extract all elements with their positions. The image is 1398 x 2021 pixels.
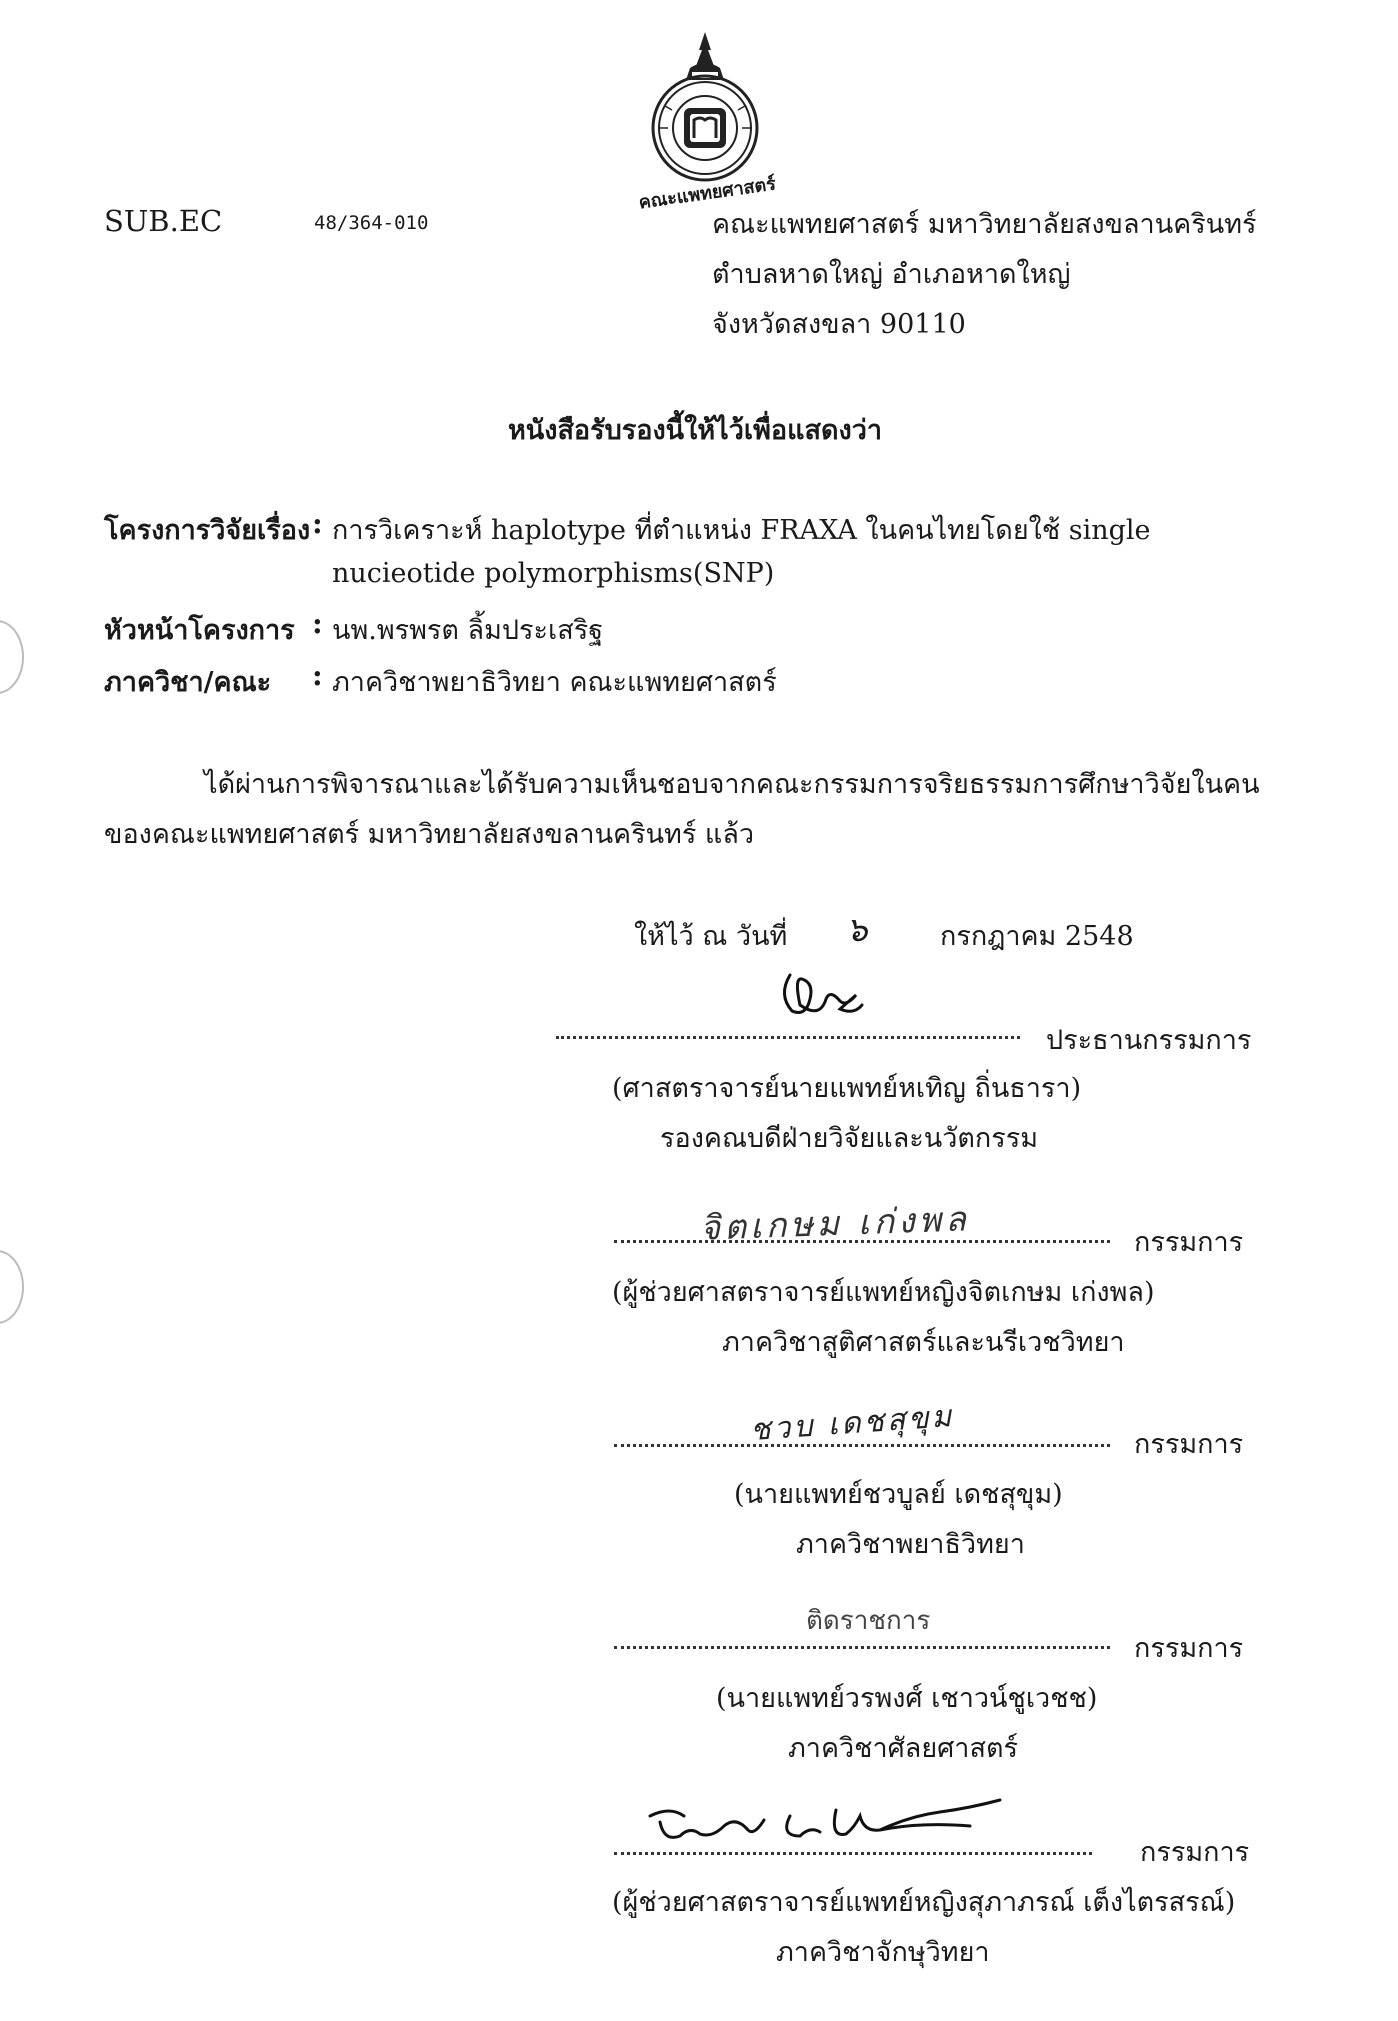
signatory-name: (ศาสตราจารย์นายแพทย์หเทิญ ถิ่นธารา) — [612, 1073, 1082, 1104]
signature-mark — [770, 955, 870, 1029]
signatory-role: กรรมการ — [1134, 1227, 1244, 1258]
project-head-value: นพ.พรพรต ลิ้มประเสริฐ — [332, 615, 604, 646]
signature-mark — [640, 1786, 1060, 1860]
signatory-position: ภาควิชาพยาธิวิทยา — [796, 1529, 1025, 1560]
approval-statement-line2: ของคณะแพทยศาสตร์ มหาวิทยาลัยสงขลานครินทร์ แล้ว — [104, 819, 755, 850]
document-title: หนังสือรับรองนี้ให้ไว้เพื่อแสดงว่า — [508, 415, 883, 446]
signature-handwriting: จิตเกษม เก่งพล — [699, 1199, 971, 1249]
project-title-line2: nucieotide polymorphisms(SNP) — [332, 558, 775, 589]
project-label: โครงการวิจัยเรื่อง — [104, 515, 311, 546]
signatory-role: กรรมการ — [1140, 1837, 1250, 1868]
signature-line — [614, 1646, 1110, 1649]
project-head-separator: : — [312, 606, 323, 640]
signatory-role: กรรมการ — [1134, 1633, 1244, 1664]
address-block — [712, 202, 1257, 352]
signatory-role: กรรมการ — [1134, 1429, 1244, 1460]
department-separator: : — [312, 658, 323, 692]
signatory-position: ภาควิชาสูติศาสตร์และนรีเวชวิทยา — [722, 1327, 1125, 1358]
faculty-seal-logo — [620, 28, 790, 214]
signature-line — [614, 1444, 1110, 1447]
signatory-name: (นายแพทย์ชวบูลย์ เดชสุขุม) — [734, 1479, 1063, 1510]
signature-line — [556, 1036, 1020, 1039]
approval-statement-line1: ได้ผ่านการพิจารณาและได้รับความเห็นชอบจากคณะกรรมการจริยธรรมการศึกษาวิจัยในคน — [204, 769, 1260, 800]
signatory-position: รองคณบดีฝ่ายวิจัยและนวัตกรรม — [660, 1123, 1039, 1154]
department-value: ภาควิชาพยาธิวิทยา คณะแพทยศาสตร์ — [332, 667, 777, 698]
signatory-name: (ผู้ช่วยศาสตราจารย์แพทย์หญิงสุภาภรณ์ เต็งไตรสรณ์) — [612, 1887, 1236, 1918]
project-head-label: หัวหน้าโครงการ — [104, 615, 295, 646]
signatory-name: (ผู้ช่วยศาสตราจารย์แพทย์หญิงจิตเกษม เก่งพล) — [612, 1277, 1155, 1308]
seal-arc-text: คณะแพทยศาสตร์ — [637, 173, 778, 214]
reference-code: SUB.EC — [104, 204, 223, 238]
issue-date-day: ๖ — [846, 910, 868, 950]
address-line: คณะแพทยศาสตร์ มหาวิทยาลัยสงขลานครินทร์ — [712, 209, 1257, 240]
signatory-role: ประธานกรรมการ — [1046, 1025, 1252, 1056]
issue-date-month-year: กรกฎาคม 2548 — [940, 921, 1134, 952]
project-separator: : — [312, 506, 323, 540]
signature-handwriting: ชวบ เดชสุขุม — [749, 1398, 956, 1449]
document-number: 48/364-010 — [314, 212, 429, 234]
signature-line — [614, 1852, 1092, 1855]
issue-date-prefix: ให้ไว้ ณ วันที่ — [634, 921, 788, 952]
project-title-line1: การวิเคราะห์ haplotype ที่ตำแหน่ง FRAXA ในคนไทยโดยใช้ single — [332, 515, 1151, 546]
signatory-position: ภาควิชาศัลยศาสตร์ — [788, 1733, 1018, 1764]
address-line: จังหวัดสงขลา 90110 — [712, 309, 966, 340]
signature-handwriting: ติดราชการ — [806, 1606, 931, 1636]
address-line: ตำบลหาดใหญ่ อำเภอหาดใหญ่ — [712, 259, 1071, 290]
scan-artifact — [0, 620, 24, 694]
department-label: ภาควิชา/คณะ — [104, 667, 272, 698]
signatory-position: ภาควิชาจักษุวิทยา — [776, 1937, 990, 1968]
scan-artifact — [0, 1250, 24, 1324]
signatory-name: (นายแพทย์วรพงศ์ เชาวน์ชูเวชช) — [716, 1683, 1098, 1714]
signature-line — [614, 1240, 1110, 1243]
